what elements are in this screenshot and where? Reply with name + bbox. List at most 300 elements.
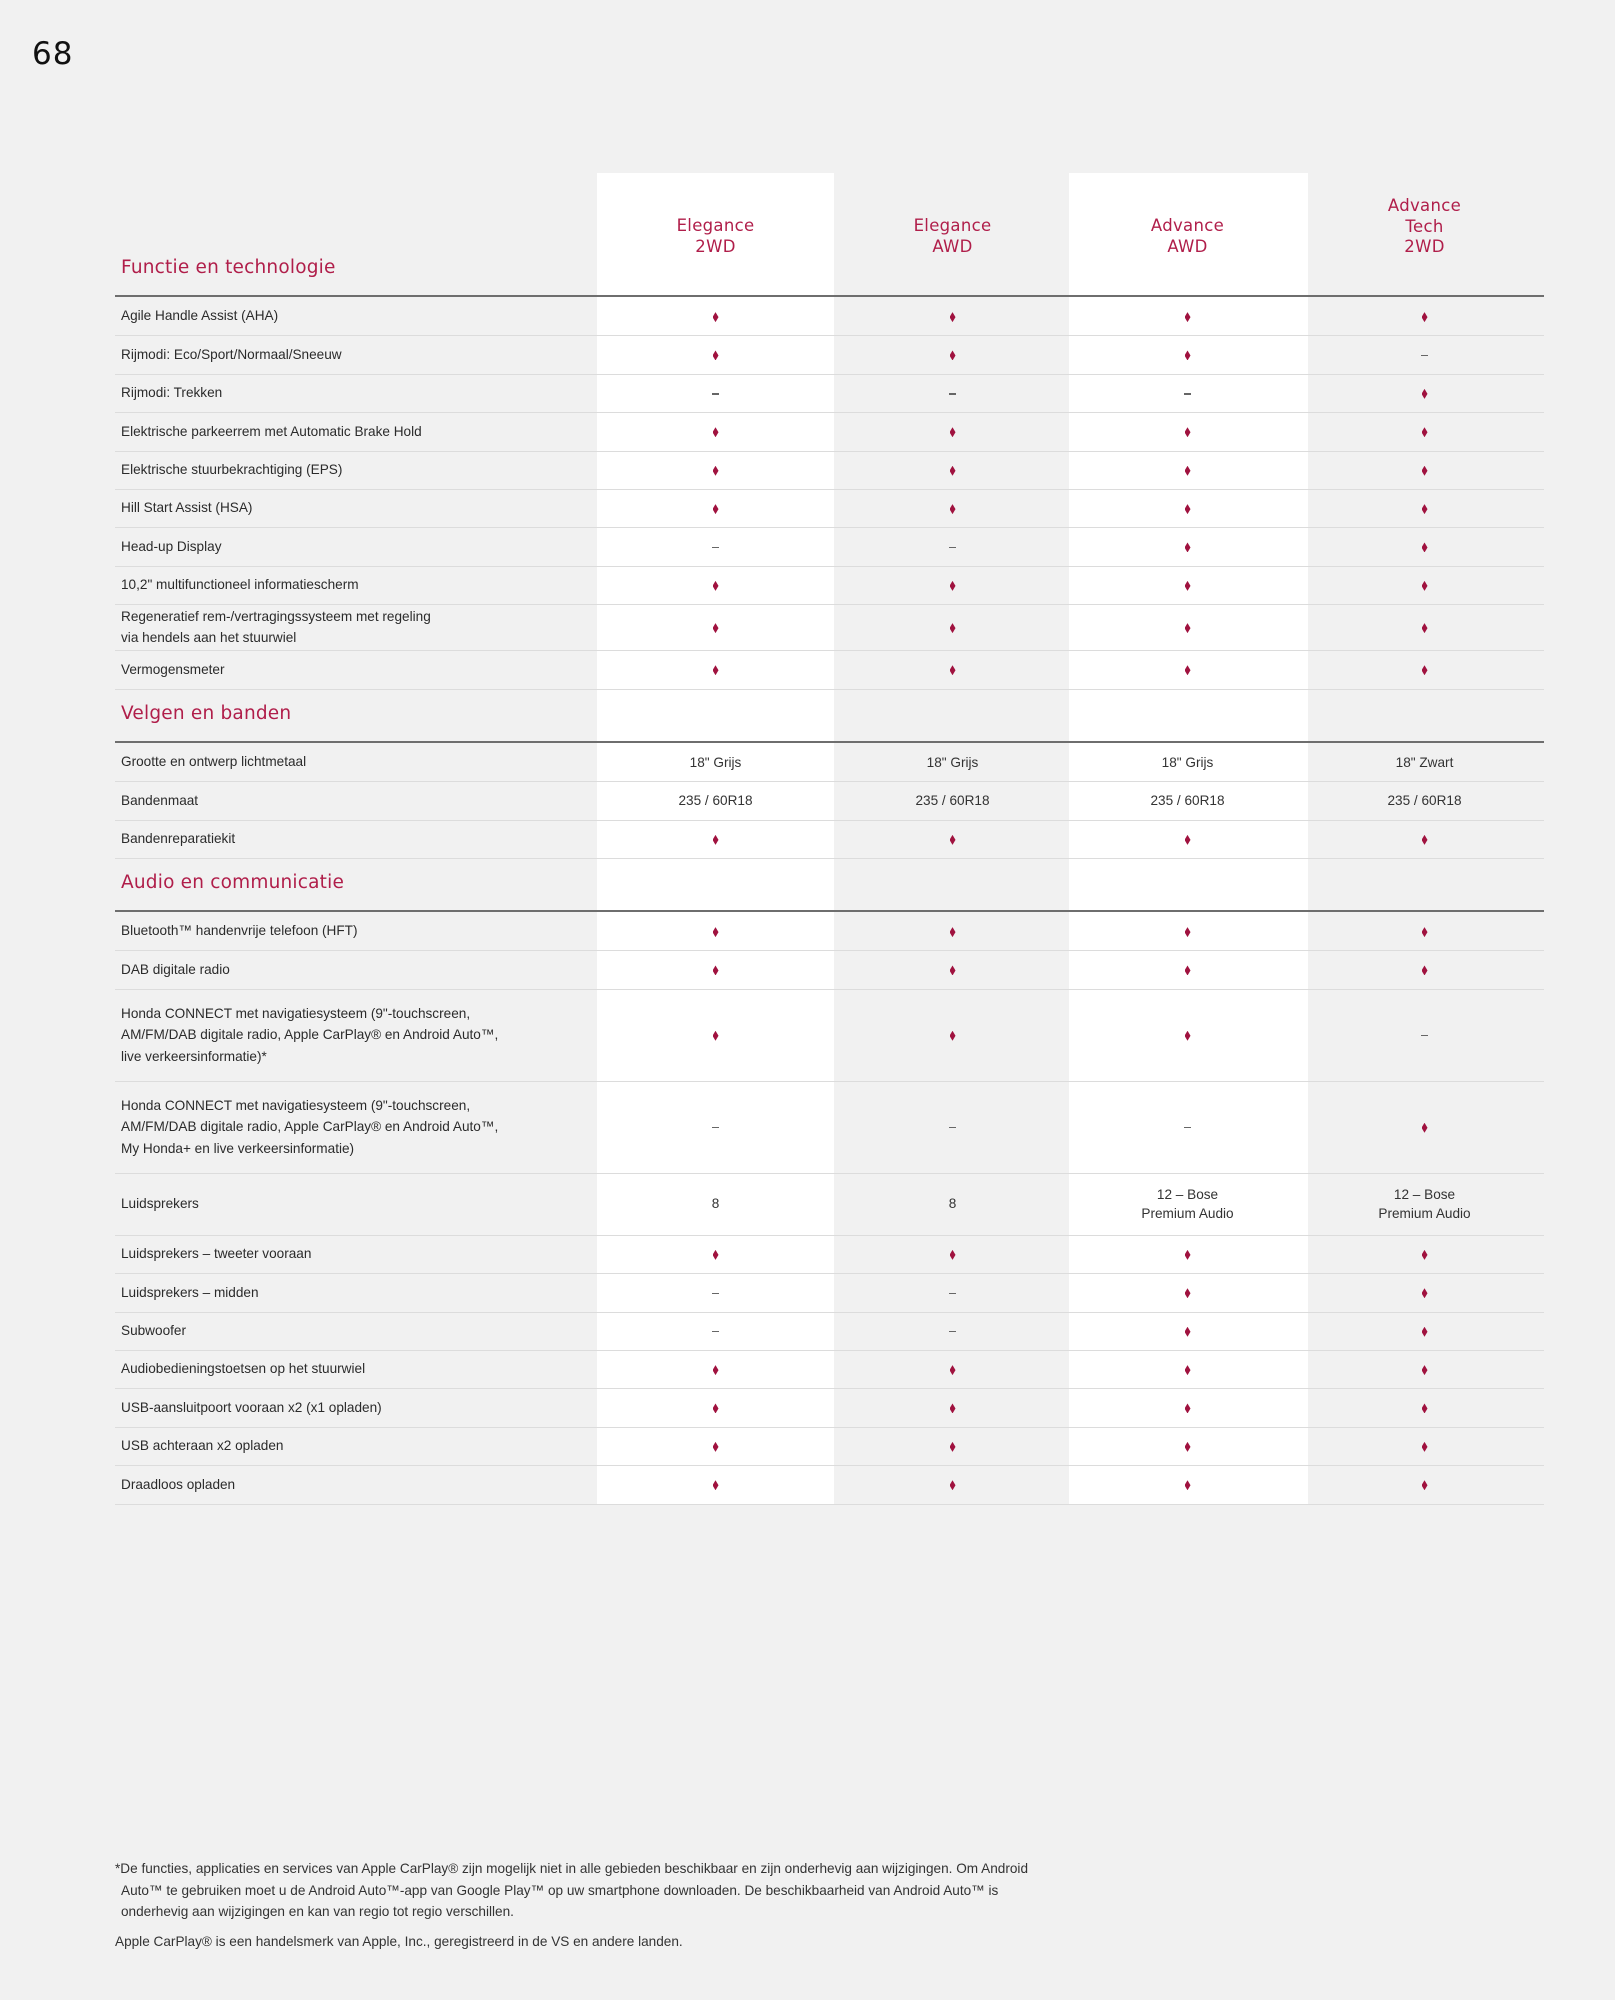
row-label — [121, 344, 342, 366]
column-header-line: 2WD — [1404, 237, 1445, 256]
diamond-icon — [950, 965, 956, 975]
table-cell — [1306, 753, 1543, 772]
table-row — [115, 566, 1544, 605]
diamond-icon — [950, 1480, 956, 1490]
column-header — [1306, 196, 1543, 258]
row-label-line: Elektrische stuurbekrachtiging (EPS) — [121, 462, 343, 478]
table-cell — [1306, 1117, 1543, 1136]
diamond-icon — [950, 581, 956, 591]
diamond-icon — [1422, 835, 1428, 845]
footnote-line: onderhevig aan wijzigingen en kan van regio tot regio verschillen. — [121, 1904, 514, 1919]
table-row — [115, 1465, 1544, 1504]
table-row — [115, 412, 1544, 451]
table-cell — [597, 618, 834, 637]
diamond-icon — [1422, 427, 1428, 437]
cell-value: 18" Grijs — [926, 754, 979, 770]
row-label-line: Subwoofer — [121, 1323, 186, 1339]
row-label-line: Hill Start Assist (HSA) — [121, 500, 253, 516]
row-label-line: Elektrische parkeerrem met Automatic Brake Hold — [121, 423, 422, 439]
diamond-icon — [1422, 623, 1428, 633]
cell-value: Premium Audio — [1378, 1205, 1471, 1221]
row-label-line: DAB digitale radio — [121, 961, 230, 977]
row-label — [121, 606, 431, 649]
table-cell — [1069, 753, 1306, 772]
diamond-icon — [713, 504, 719, 514]
row-label-line: Bandenmaat — [121, 792, 199, 808]
table-cell — [1069, 537, 1306, 556]
table-cell — [1069, 1283, 1306, 1302]
table-cell — [1069, 1321, 1306, 1340]
row-label-line: Vermogensmeter — [121, 661, 225, 677]
table-cell — [1069, 1117, 1306, 1136]
diamond-icon — [713, 1403, 719, 1413]
column-header — [597, 216, 834, 257]
diamond-icon — [713, 1250, 719, 1260]
table-row — [115, 604, 1544, 651]
table-row — [115, 1350, 1544, 1389]
diamond-icon — [1422, 1327, 1428, 1337]
table-row — [115, 335, 1544, 374]
table-cell — [597, 1360, 834, 1379]
diamond-icon — [713, 665, 719, 675]
table-cell — [1306, 537, 1543, 556]
cell-value: 18" Zwart — [1395, 754, 1454, 770]
row-label — [121, 1435, 283, 1457]
cell-value: 235 / 60R18 — [915, 793, 990, 809]
table-cell — [1069, 829, 1306, 848]
table-cell — [834, 1025, 1071, 1044]
footnote-line: Auto™ te gebruiken moet u de Android Auto™-app van Google Play™ op uw smartphone downloaden. De beschikbaarheid van Android Auto™ is — [121, 1882, 999, 1898]
diamond-icon — [1185, 466, 1191, 476]
table-cell — [834, 1244, 1071, 1263]
table-cell — [1306, 829, 1543, 848]
row-label-line: Rijmodi: Eco/Sport/Normaal/Sneeuw — [121, 346, 342, 362]
diamond-icon — [1422, 542, 1428, 552]
diamond-icon — [713, 927, 719, 937]
row-label-line: My Honda+ en live verkeersinformatie) — [121, 1140, 355, 1156]
dash-icon — [949, 547, 956, 549]
column-header-line: Elegance — [676, 216, 755, 235]
diamond-icon — [1422, 665, 1428, 675]
table-row — [115, 374, 1544, 413]
table-cell — [834, 1321, 1071, 1340]
dash-icon — [712, 1127, 719, 1129]
row-label-line: Draadloos opladen — [121, 1476, 236, 1492]
diamond-icon — [1185, 350, 1191, 360]
row-label-line: USB achteraan x2 opladen — [121, 1438, 284, 1454]
diamond-icon — [713, 427, 719, 437]
table-cell — [1306, 575, 1543, 594]
table-cell — [1069, 1475, 1306, 1494]
row-label — [121, 959, 230, 981]
diamond-icon — [713, 350, 719, 360]
cell-value: 235 / 60R18 — [678, 793, 753, 809]
table-cell — [597, 499, 834, 518]
row-label-line: Bandenreparatiekit — [121, 831, 236, 847]
row-label — [121, 1358, 365, 1380]
diamond-icon — [1422, 389, 1428, 399]
row-label-line: live verkeersinformatie)* — [121, 1048, 267, 1064]
diamond-icon — [1185, 1031, 1191, 1041]
table-cell — [1306, 1436, 1543, 1455]
table-cell — [597, 1194, 834, 1213]
diamond-icon — [1422, 1442, 1428, 1452]
footnote-paragraph — [115, 1858, 1175, 1923]
diamond-icon — [1185, 1403, 1191, 1413]
cell-value: 235 / 60R18 — [1150, 793, 1225, 809]
table-cell — [597, 1321, 834, 1340]
row-label-line: Honda CONNECT met navigatiesysteem (9"-touchscreen, — [121, 1097, 471, 1113]
table-row — [115, 1235, 1544, 1274]
diamond-icon — [1185, 835, 1191, 845]
column-header-line: Tech — [1405, 216, 1444, 236]
table-cell — [1306, 1398, 1543, 1417]
dash-icon — [949, 393, 956, 395]
table-cell — [834, 1360, 1071, 1379]
column-header — [1069, 216, 1306, 257]
table-cell — [834, 345, 1071, 364]
row-label-line: Luidsprekers – tweeter vooraan — [121, 1246, 312, 1262]
table-cell — [1069, 1436, 1306, 1455]
column-header-line: 2WD — [695, 236, 736, 256]
table-row — [115, 781, 1544, 820]
diamond-icon — [1185, 1442, 1191, 1452]
table-cell — [1306, 1360, 1543, 1379]
diamond-icon — [1185, 1288, 1191, 1298]
diamond-icon — [1422, 1123, 1428, 1133]
column-header — [834, 216, 1071, 257]
table-cell — [834, 1475, 1071, 1494]
table-cell — [597, 345, 834, 364]
diamond-icon — [950, 466, 956, 476]
diamond-icon — [950, 312, 956, 322]
table-row — [115, 989, 1544, 1082]
row-label-line: Grootte en ontwerp lichtmetaal — [121, 754, 307, 770]
row-label — [121, 1193, 199, 1215]
row-label — [121, 1474, 235, 1496]
row-label — [121, 421, 422, 443]
row-label — [121, 382, 222, 404]
diamond-icon — [1185, 623, 1191, 633]
table-cell — [1069, 618, 1306, 637]
table-cell — [597, 1025, 834, 1044]
diamond-icon — [713, 466, 719, 476]
footnote-line: *De functies, applicaties en services van Apple CarPlay® zijn mogelijk niet in alle gebieden beschikbaar en zijn onderhevig aan wijzigingen. Om Android — [115, 1861, 1029, 1876]
table-cell — [1069, 922, 1306, 941]
row-label — [121, 659, 225, 681]
table-row — [115, 820, 1544, 859]
diamond-icon — [1185, 427, 1191, 437]
row-label-line: Rijmodi: Trekken — [121, 385, 223, 401]
table-row — [115, 912, 1544, 951]
table-row — [115, 950, 1544, 989]
table-cell — [834, 383, 1071, 402]
table-cell — [834, 1398, 1071, 1417]
cell-value: 12 – Bose — [1393, 1186, 1456, 1202]
table-cell — [597, 1283, 834, 1302]
diamond-icon — [950, 1031, 956, 1041]
section-title: Audio en communicatie — [121, 872, 345, 893]
diamond-icon — [1422, 1250, 1428, 1260]
table-cell — [1306, 791, 1543, 810]
dash-icon — [712, 1331, 719, 1333]
diamond-icon — [950, 1365, 956, 1375]
table-cell — [1069, 1185, 1306, 1223]
diamond-icon — [1422, 466, 1428, 476]
row-label — [121, 1320, 186, 1342]
dash-icon — [712, 393, 719, 395]
diamond-icon — [713, 623, 719, 633]
diamond-icon — [1185, 1327, 1191, 1337]
table-row — [115, 527, 1544, 566]
table-cell — [597, 307, 834, 326]
table-cell — [597, 753, 834, 772]
table-cell — [1306, 1283, 1543, 1302]
row-label — [121, 790, 198, 812]
row-label-line: AM/FM/DAB digitale radio, Apple CarPlay® en Android Auto™, — [121, 1119, 499, 1135]
dash-icon — [712, 1293, 719, 1295]
diamond-icon — [1422, 1288, 1428, 1298]
table-cell — [1306, 499, 1543, 518]
diamond-icon — [1185, 1365, 1191, 1375]
row-label-line: Head-up Display — [121, 538, 222, 554]
row-label — [121, 536, 222, 558]
table-row — [115, 650, 1544, 689]
table-cell — [1069, 575, 1306, 594]
row-label-line: Audiobedieningstoetsen op het stuurwiel — [121, 1361, 366, 1377]
row-label — [121, 459, 342, 481]
row-label-line: 10,2" multifunctioneel informatiescherm — [121, 577, 359, 593]
diamond-icon — [1422, 581, 1428, 591]
table-cell — [1306, 383, 1543, 402]
diamond-icon — [950, 350, 956, 360]
diamond-icon — [1422, 1480, 1428, 1490]
table-cell — [1306, 660, 1543, 679]
diamond-icon — [950, 1403, 956, 1413]
footnote-paragraph — [115, 1931, 1175, 1953]
diamond-icon — [950, 623, 956, 633]
table-cell — [834, 422, 1071, 441]
diamond-icon — [1185, 1250, 1191, 1260]
diamond-icon — [713, 965, 719, 975]
table-cell — [834, 960, 1071, 979]
table-cell — [1069, 460, 1306, 479]
diamond-icon — [1422, 927, 1428, 937]
diamond-icon — [713, 1480, 719, 1490]
diamond-icon — [950, 1250, 956, 1260]
row-label — [121, 1095, 498, 1160]
table-row — [115, 1173, 1544, 1236]
table-row — [115, 1388, 1544, 1427]
table-cell — [1306, 422, 1543, 441]
cell-value: 8 — [711, 1196, 720, 1212]
row-label — [121, 574, 359, 596]
table-cell — [834, 791, 1071, 810]
table-cell — [1306, 1321, 1543, 1340]
table-row — [115, 743, 1544, 782]
diamond-icon — [713, 1031, 719, 1041]
table-cell — [597, 422, 834, 441]
column-header-line: Advance — [1150, 216, 1225, 235]
table-cell — [1069, 345, 1306, 364]
diamond-icon — [950, 665, 956, 675]
row-label-line: Luidsprekers — [121, 1196, 199, 1212]
dash-icon — [1184, 1127, 1191, 1129]
dash-icon — [1421, 1035, 1428, 1037]
dash-icon — [949, 1293, 956, 1295]
row-label-line: Bluetooth™ handenvrije telefoon (HFT) — [121, 923, 358, 939]
table-cell — [834, 660, 1071, 679]
table-cell — [1306, 1244, 1543, 1263]
cell-value: 12 – Bose — [1156, 1186, 1219, 1202]
table-cell — [1306, 1475, 1543, 1494]
table-row — [115, 297, 1544, 336]
table-row — [115, 1312, 1544, 1351]
table-cell — [834, 1283, 1071, 1302]
row-label — [121, 305, 278, 327]
dash-icon — [949, 1331, 956, 1333]
diamond-icon — [1185, 665, 1191, 675]
table-cell — [834, 829, 1071, 848]
table-cell — [834, 575, 1071, 594]
table-cell — [1306, 460, 1543, 479]
table-cell — [1306, 1185, 1543, 1223]
table-cell — [597, 1436, 834, 1455]
row-label — [121, 751, 306, 773]
table-cell — [1069, 383, 1306, 402]
diamond-icon — [950, 504, 956, 514]
table-cell — [597, 460, 834, 479]
table-cell — [597, 791, 834, 810]
diamond-icon — [1185, 965, 1191, 975]
diamond-icon — [1422, 965, 1428, 975]
footnote-line: Apple CarPlay® is een handelsmerk van Apple, Inc., geregistreerd in de VS en andere landen. — [115, 1934, 683, 1949]
diamond-icon — [1185, 581, 1191, 591]
diamond-icon — [950, 1442, 956, 1452]
table-cell — [834, 537, 1071, 556]
table-cell — [597, 537, 834, 556]
diamond-icon — [1422, 1403, 1428, 1413]
row-label — [121, 1003, 498, 1068]
row-label-line: USB-aansluitpoort vooraan x2 (x1 opladen) — [121, 1399, 382, 1415]
row-label-line: Honda CONNECT met navigatiesysteem (9"-touchscreen, — [121, 1005, 471, 1021]
cell-value: 235 / 60R18 — [1387, 793, 1462, 809]
column-header-line: AWD — [1167, 236, 1208, 256]
diamond-icon — [713, 581, 719, 591]
table-row — [115, 1081, 1544, 1174]
section-title: Velgen en banden — [121, 703, 292, 724]
page-number: 68 — [32, 36, 74, 72]
table-cell — [1069, 660, 1306, 679]
table-cell — [597, 383, 834, 402]
table-cell — [834, 922, 1071, 941]
table-cell — [1069, 1360, 1306, 1379]
diamond-icon — [1185, 927, 1191, 937]
dash-icon — [712, 547, 719, 549]
cell-value: 18" Grijs — [689, 754, 742, 770]
table-cell — [597, 575, 834, 594]
diamond-icon — [1185, 1480, 1191, 1490]
row-label-line: via hendels aan het stuurwiel — [121, 630, 297, 646]
table-cell — [834, 1436, 1071, 1455]
table-cell — [1069, 791, 1306, 810]
column-header-line: Advance — [1387, 196, 1462, 215]
table-cell — [597, 1475, 834, 1494]
row-label — [121, 828, 235, 850]
row-label — [121, 1397, 382, 1419]
table-cell — [834, 307, 1071, 326]
table-row — [115, 451, 1544, 490]
table-row — [115, 1273, 1544, 1312]
table-cell — [597, 1244, 834, 1263]
table-cell — [834, 753, 1071, 772]
table-cell — [597, 660, 834, 679]
table-cell — [834, 499, 1071, 518]
table-cell — [1306, 345, 1543, 364]
table-cell — [834, 618, 1071, 637]
diamond-icon — [950, 927, 956, 937]
table-cell — [1306, 618, 1543, 637]
table-cell — [1069, 1025, 1306, 1044]
table-cell — [597, 1398, 834, 1417]
cell-value: Premium Audio — [1141, 1205, 1234, 1221]
table-cell — [1306, 1025, 1543, 1044]
row-label — [121, 920, 358, 942]
column-header-line: Elegance — [913, 216, 992, 235]
row-label — [121, 1282, 259, 1304]
diamond-icon — [1185, 504, 1191, 514]
table-row — [115, 1427, 1544, 1466]
row-label-line: AM/FM/DAB digitale radio, Apple CarPlay® en Android Auto™, — [121, 1027, 499, 1043]
diamond-icon — [1185, 312, 1191, 322]
table-cell — [597, 1117, 834, 1136]
dash-icon — [949, 1127, 956, 1129]
diamond-icon — [713, 835, 719, 845]
diamond-icon — [950, 835, 956, 845]
table-cell — [597, 922, 834, 941]
cell-value: 18" Grijs — [1161, 754, 1214, 770]
diamond-icon — [713, 312, 719, 322]
diamond-icon — [1422, 504, 1428, 514]
table-cell — [1069, 422, 1306, 441]
table-cell — [1306, 307, 1543, 326]
row-label — [121, 1243, 311, 1265]
row-label-line: Agile Handle Assist (AHA) — [121, 308, 279, 324]
row-label — [121, 497, 252, 519]
table-cell — [1069, 307, 1306, 326]
table-cell — [597, 960, 834, 979]
table-cell — [1069, 1244, 1306, 1263]
diamond-icon — [950, 427, 956, 437]
table-cell — [1306, 922, 1543, 941]
table-cell — [834, 1117, 1071, 1136]
diamond-icon — [1185, 542, 1191, 552]
table-cell — [834, 1194, 1071, 1213]
table-cell — [1069, 960, 1306, 979]
table-cell — [1069, 499, 1306, 518]
table-cell — [1069, 1398, 1306, 1417]
diamond-icon — [1422, 1365, 1428, 1375]
column-header-line: AWD — [932, 236, 973, 256]
diamond-icon — [713, 1442, 719, 1452]
diamond-icon — [1422, 312, 1428, 322]
table-cell — [834, 460, 1071, 479]
row-label-line: Regeneratief rem-/vertragingssysteem met regeling — [121, 608, 431, 624]
cell-value: 8 — [948, 1196, 957, 1212]
table-row — [115, 489, 1544, 528]
table-cell — [1306, 960, 1543, 979]
dash-icon — [1184, 393, 1191, 395]
